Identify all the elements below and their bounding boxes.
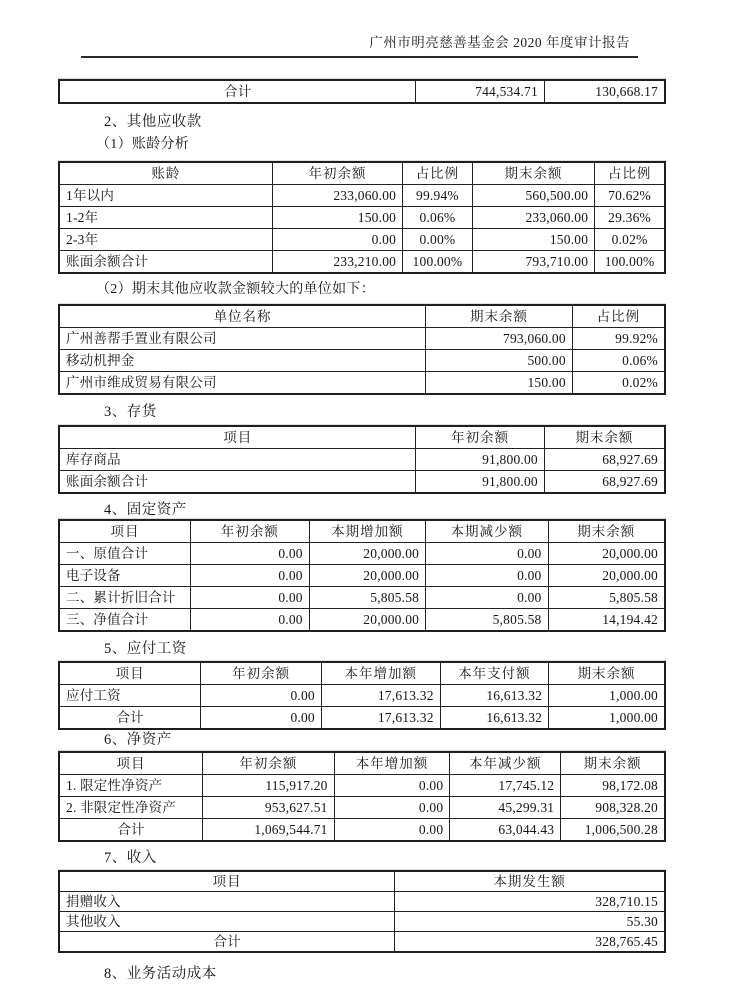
table-cell: 908,328.20 [561, 797, 665, 819]
table-cell: 100.00% [403, 251, 473, 274]
section-heading-other-receivables: 2、其他应收款 [104, 114, 202, 130]
column-header: 本年增加额 [321, 662, 440, 685]
column-header: 期末余额 [544, 426, 665, 449]
table-cell: 5,805.58 [309, 587, 425, 609]
table-cell: 合计 [59, 819, 203, 842]
table-row [59, 685, 665, 707]
table-cell: 应付工资 [59, 685, 201, 707]
section-heading-fixed-assets: 4、固定资产 [104, 502, 187, 518]
column-header: 单位名称 [59, 305, 426, 328]
table-cell: 17,613.32 [321, 707, 440, 730]
report-content [58, 79, 666, 983]
table-cell: 0.00 [201, 707, 322, 730]
table-cell: 0.00 [426, 565, 548, 587]
column-header: 年初余额 [416, 426, 544, 449]
table-cell: 一、原值合计 [59, 543, 191, 565]
column-header: 项目 [59, 426, 416, 449]
column-header: 本年减少额 [450, 752, 561, 775]
column-header: 项目 [59, 871, 395, 892]
table-row [59, 707, 665, 730]
table-cell: 0.00% [403, 229, 473, 251]
section-heading-revenue: 7、收入 [104, 850, 157, 866]
table-cell: 115,917.20 [203, 775, 335, 797]
table-cell: 0.06% [572, 350, 665, 372]
column-header: 本年增加额 [334, 752, 450, 775]
table-cell: 16,613.32 [440, 685, 548, 707]
table-header-row [59, 162, 665, 185]
table-cell: 233,060.00 [272, 185, 402, 207]
table-cell: 68,927.69 [544, 471, 665, 494]
table-cell: 1,000.00 [549, 685, 665, 707]
table-row [59, 207, 665, 229]
table-row [59, 185, 665, 207]
table-row [59, 912, 665, 932]
table-cell: 捐赠收入 [59, 892, 395, 912]
aging-analysis-table [58, 161, 666, 274]
column-header: 期末余额 [426, 305, 573, 328]
table-cell: 1,000.00 [549, 707, 665, 730]
table-cell: 45,299.31 [450, 797, 561, 819]
table-cell: 100.00% [595, 251, 665, 274]
table-cell: 二、累计折旧合计 [59, 587, 191, 609]
table-cell: 233,210.00 [272, 251, 402, 274]
table-header-row [59, 305, 665, 328]
table-cell: 793,060.00 [426, 328, 573, 350]
table-cell: 20,000.00 [309, 543, 425, 565]
column-header: 本期发生额 [395, 871, 665, 892]
column-header: 期末余额 [549, 662, 665, 685]
table-cell: 70.62% [595, 185, 665, 207]
table-cell: 29.36% [595, 207, 665, 229]
large-receivables-table [58, 304, 666, 395]
table-row [59, 350, 665, 372]
table-cell: 0.02% [572, 372, 665, 395]
table-cell: 98,172.08 [561, 775, 665, 797]
inventory-table [58, 425, 666, 494]
section-heading-net-assets: 6、净资产 [104, 732, 172, 748]
table-cell: 99.92% [572, 328, 665, 350]
column-header: 账龄 [59, 162, 272, 185]
subheading-large-receivable-units: （2）期末其他应收款金额较大的单位如下： [96, 282, 375, 297]
table-row [59, 251, 665, 274]
table-cell: 68,927.69 [544, 449, 665, 471]
table-cell: 0.00 [426, 587, 548, 609]
table-cell: 500.00 [426, 350, 573, 372]
table-cell: 账面余额合计 [59, 471, 416, 494]
column-header: 项目 [59, 752, 203, 775]
table-row [59, 471, 665, 494]
table-cell: 0.00 [191, 587, 310, 609]
table-cell: 0.00 [426, 543, 548, 565]
table-cell: 库存商品 [59, 449, 416, 471]
column-header: 项目 [59, 520, 191, 543]
table-cell: 广州市维成贸易有限公司 [59, 372, 426, 395]
column-header: 期末余额 [472, 162, 594, 185]
table-cell: 0.00 [191, 543, 310, 565]
section-heading-activity-cost: 8、业务活动成本 [104, 966, 217, 982]
table-cell: 0.00 [334, 797, 450, 819]
table-cell: 91,800.00 [416, 449, 544, 471]
table-cell: 广州善帮手置业有限公司 [59, 328, 426, 350]
table-header-row [59, 426, 665, 449]
section-heading-payroll: 5、应付工资 [104, 641, 187, 657]
table-cell: 130,668.17 [544, 80, 665, 103]
table-cell: 560,500.00 [472, 185, 594, 207]
table-cell: 三、净值合计 [59, 609, 191, 632]
column-header: 项目 [59, 662, 201, 685]
table-row [59, 543, 665, 565]
table-cell: 合计 [59, 932, 395, 953]
table-cell: 1-2年 [59, 207, 272, 229]
table-cell: 793,710.00 [472, 251, 594, 274]
table-cell: 1,069,544.71 [203, 819, 335, 842]
table-row [59, 609, 665, 632]
table-cell: 0.00 [201, 685, 322, 707]
page-header-title: 广州市明亮慈善基金会 2020 年度审计报告 [369, 35, 630, 50]
table-cell: 移动机押金 [59, 350, 426, 372]
table-row [59, 565, 665, 587]
column-header: 年初余额 [191, 520, 310, 543]
table-cell: 55.30 [395, 912, 665, 932]
table-header-row [59, 752, 665, 775]
column-header: 年初余额 [201, 662, 322, 685]
column-header: 期末余额 [561, 752, 665, 775]
table-cell: 328,710.15 [395, 892, 665, 912]
table-cell: 20,000.00 [548, 543, 665, 565]
table-cell: 16,613.32 [440, 707, 548, 730]
table-cell: 328,765.45 [395, 932, 665, 953]
table-cell: 1年以内 [59, 185, 272, 207]
table-cell: 0.00 [272, 229, 402, 251]
table-cell: 744,534.71 [416, 80, 544, 103]
column-header: 占比例 [595, 162, 665, 185]
table-row [59, 80, 665, 103]
table-cell: 1,006,500.28 [561, 819, 665, 842]
carryover-total-table [58, 79, 666, 104]
column-header: 年初余额 [272, 162, 402, 185]
column-header: 本期减少额 [426, 520, 548, 543]
section-heading-inventory: 3、存货 [104, 404, 157, 420]
table-cell: 63,044.43 [450, 819, 561, 842]
payroll-payable-table [58, 661, 666, 730]
table-header-row [59, 662, 665, 685]
column-header: 本年支付额 [440, 662, 548, 685]
table-cell: 0.00 [191, 609, 310, 632]
table-row [59, 372, 665, 395]
table-cell: 150.00 [272, 207, 402, 229]
table-cell: 0.06% [403, 207, 473, 229]
table-cell: 合计 [59, 707, 201, 730]
table-cell: 20,000.00 [548, 565, 665, 587]
table-cell: 233,060.00 [472, 207, 594, 229]
table-cell: 150.00 [426, 372, 573, 395]
table-cell: 2. 非限定性净资产 [59, 797, 203, 819]
table-cell: 5,805.58 [426, 609, 548, 632]
table-cell: 0.00 [334, 819, 450, 842]
table-cell: 953,627.51 [203, 797, 335, 819]
table-cell: 0.00 [191, 565, 310, 587]
fixed-assets-table [58, 519, 666, 632]
table-cell: 17,613.32 [321, 685, 440, 707]
table-header-row [59, 520, 665, 543]
table-header-row [59, 871, 665, 892]
table-cell: 99.94% [403, 185, 473, 207]
table-cell: 14,194.42 [548, 609, 665, 632]
table-cell: 账面余额合计 [59, 251, 272, 274]
table-cell: 5,805.58 [548, 587, 665, 609]
table-cell: 91,800.00 [416, 471, 544, 494]
table-row [59, 797, 665, 819]
table-row [59, 229, 665, 251]
table-cell: 其他收入 [59, 912, 395, 932]
table-row [59, 587, 665, 609]
column-header: 占比例 [403, 162, 473, 185]
table-cell: 17,745.12 [450, 775, 561, 797]
subheading-aging-analysis: （1）账龄分析 [96, 137, 190, 152]
table-cell: 合计 [59, 80, 416, 103]
column-header: 期末余额 [548, 520, 665, 543]
table-cell: 20,000.00 [309, 609, 425, 632]
table-row [59, 932, 665, 953]
table-cell: 20,000.00 [309, 565, 425, 587]
table-cell: 150.00 [472, 229, 594, 251]
table-cell: 0.02% [595, 229, 665, 251]
table-cell: 2-3年 [59, 229, 272, 251]
net-assets-table [58, 751, 666, 842]
table-row [59, 892, 665, 912]
table-row [59, 449, 665, 471]
table-cell: 0.00 [334, 775, 450, 797]
column-header: 占比例 [572, 305, 665, 328]
table-row [59, 328, 665, 350]
table-row [59, 819, 665, 842]
table-cell: 1. 限定性净资产 [59, 775, 203, 797]
column-header: 本期增加额 [309, 520, 425, 543]
table-row [59, 775, 665, 797]
revenue-table [58, 870, 666, 953]
column-header: 年初余额 [203, 752, 335, 775]
header-divider [81, 56, 638, 58]
table-cell: 电子设备 [59, 565, 191, 587]
